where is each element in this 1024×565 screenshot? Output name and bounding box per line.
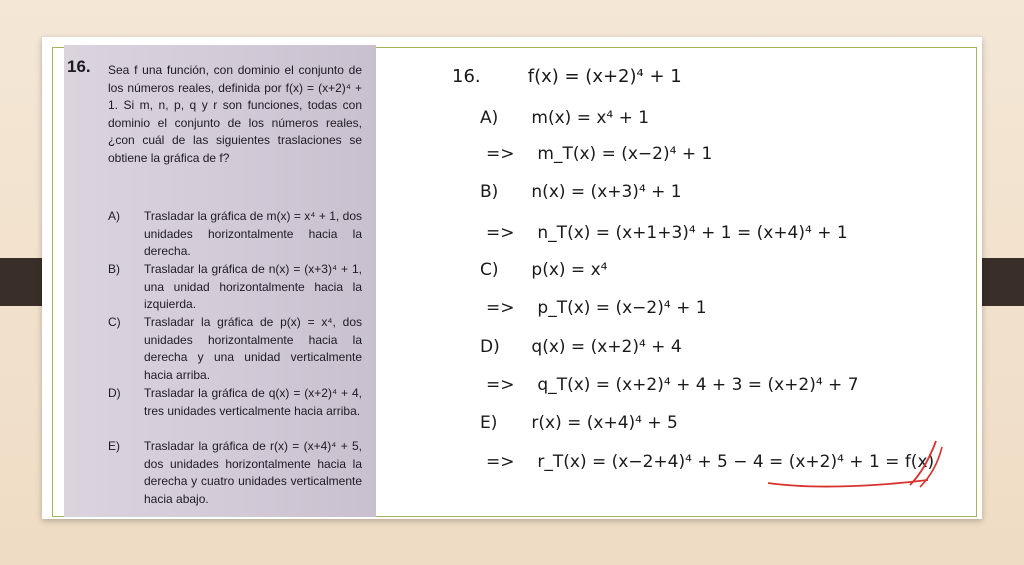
handwritten-solution (400, 55, 970, 515)
option-text: Trasladar la gráfica de r(x) = (x+4)⁴ + 5, dos unidades horizontalmente hacia la derecha y cuatro unidades verticalmente hacia abajo. (144, 439, 362, 506)
solution-line (486, 144, 712, 164)
solution-line (486, 298, 707, 318)
line-expr: r_T(x) = (x−2+4)⁴ + 5 − 4 = (x+2)⁴ + 1 = f(x) (537, 452, 935, 472)
line-expr: n(x) = (x+3)⁴ + 1 (531, 182, 682, 202)
solution-function: f(x) = (x+2)⁴ + 1 (527, 66, 682, 87)
option-letter: D) (108, 386, 121, 400)
option-letter: E) (108, 439, 120, 453)
line-expr: q_T(x) = (x+2)⁴ + 4 + 3 = (x+2)⁴ + 7 (537, 375, 859, 395)
line-expr: m_T(x) = (x−2)⁴ + 1 (537, 144, 713, 164)
solution-line (486, 375, 859, 395)
line-label: => (486, 298, 515, 318)
solution-line (480, 182, 682, 202)
answer-highlight-mark (760, 433, 960, 495)
line-label: D) (480, 337, 500, 357)
option-text: Trasladar la gráfica de m(x) = x⁴ + 1, dos unidades horizontalmente hacia la derecha. (144, 209, 362, 259)
solution-line (480, 413, 678, 433)
solution-line (480, 337, 682, 357)
option-text: Trasladar la gráfica de n(x) = (x+3)⁴ + 1, una unidad horizontalmente hacia la izquierda. (144, 262, 362, 312)
line-label: A) (480, 108, 499, 128)
line-expr: q(x) = (x+2)⁴ + 4 (531, 337, 682, 357)
line-label: => (486, 375, 515, 395)
line-label: => (486, 223, 515, 243)
line-expr: r(x) = (x+4)⁴ + 5 (531, 413, 678, 433)
line-expr: p_T(x) = (x−2)⁴ + 1 (537, 298, 707, 318)
line-expr: p(x) = x⁴ (531, 260, 608, 280)
solution-number: 16. (452, 66, 481, 87)
line-expr: n_T(x) = (x+1+3)⁴ + 1 = (x+4)⁴ + 1 (537, 223, 848, 243)
line-label: => (486, 144, 515, 164)
solution-line (480, 260, 607, 280)
line-label: => (486, 452, 515, 472)
solution-header (452, 66, 682, 87)
option-letter: B) (108, 262, 120, 276)
option-text: Trasladar la gráfica de q(x) = (x+2)⁴ + 4, tres unidades verticalmente hacia arriba. (144, 386, 362, 418)
line-label: E) (480, 413, 498, 433)
option-letter: C) (108, 315, 121, 329)
problem-scan (64, 45, 376, 517)
line-label: C) (480, 260, 499, 280)
solution-line (480, 108, 649, 128)
line-expr: m(x) = x⁴ + 1 (531, 108, 650, 128)
option-letter: A) (108, 209, 120, 223)
option-text: Trasladar la gráfica de p(x) = x⁴, dos unidades horizontalmente hacia la derecha y una unidad verticalmente hacia arriba. (144, 315, 362, 382)
solution-line (486, 223, 848, 243)
line-label: B) (480, 182, 499, 202)
problem-number: 16. (67, 57, 91, 76)
problem-statement: Sea f una función, con dominio el conjunto de los números reales, definida por f(x) = (x+2)⁴ + 1. Si m, n, p, q y r son funciones, todas con dominio el conjunto de los números reales, ¿con cuál de las siguientes traslaciones se obtiene la gráfica de f? (108, 63, 362, 165)
